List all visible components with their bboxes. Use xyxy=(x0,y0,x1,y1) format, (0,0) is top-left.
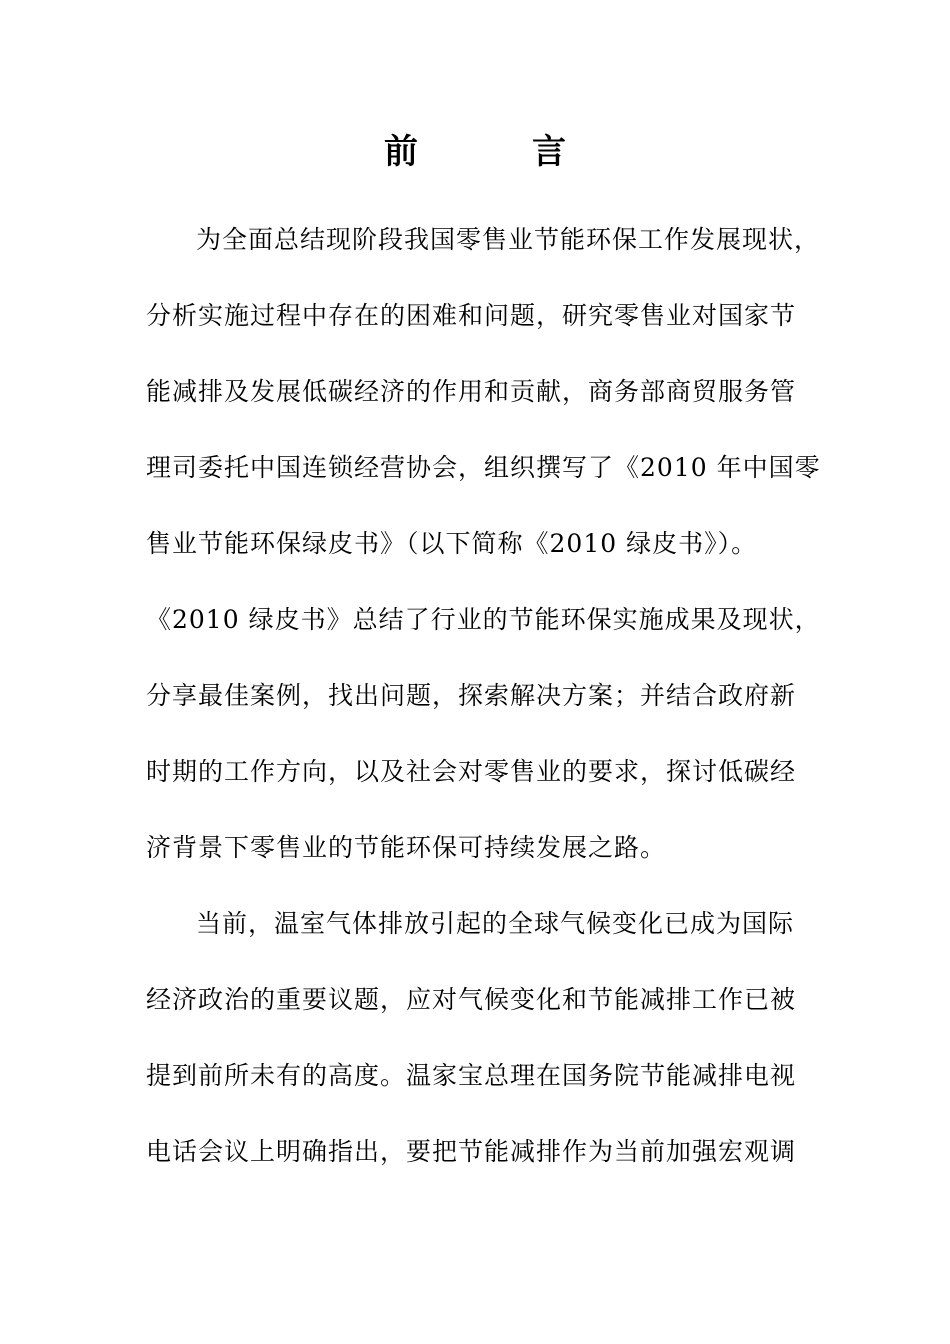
paragraph-2-line-3: 提到前所未有的高度。温家宝总理在国务院节能减排电视 xyxy=(146,1061,797,1090)
paragraph-1-line-8: 时期的工作方向，以及社会对零售业的要求，探讨低碳经 xyxy=(146,757,797,786)
paragraph-1-line-2: 分析实施过程中存在的困难和问题，研究零售业对国家节 xyxy=(146,301,797,330)
title-spacer xyxy=(420,128,530,176)
paragraph-2-line-1: 当前，温室气体排放引起的全球气候变化已成为国际 xyxy=(196,909,795,938)
title-char-1: 前 xyxy=(384,132,418,172)
paragraph-1-line-3: 能减排及发展低碳经济的作用和贡献，商务部商贸服务管 xyxy=(146,377,797,406)
paragraph-1-line-7: 分享最佳案例，找出问题，探索解决方案；并结合政府新 xyxy=(146,681,797,710)
title-char-2: 言 xyxy=(532,132,566,172)
paragraph-1-line-9: 济背景下零售业的节能环保可持续发展之路。 xyxy=(146,833,667,862)
paragraph-1-line-1: 为全面总结现阶段我国零售业节能环保工作发展现状， xyxy=(196,225,821,254)
body-text xyxy=(146,218,846,1206)
page-title xyxy=(0,128,950,176)
paragraph-1-line-5: 售业节能环保绿皮书》（以下简称《2010 绿皮书》）。 xyxy=(146,529,758,558)
paragraph-2-line-4: 电话会议上明确指出，要把节能减排作为当前加强宏观调 xyxy=(146,1137,797,1166)
paragraph-1-line-6: 《2010 绿皮书》总结了行业的节能环保实施成果及现状， xyxy=(146,605,821,634)
paragraph-2-line-2: 经济政治的重要议题，应对气候变化和节能减排工作已被 xyxy=(146,985,797,1014)
paragraph-1-line-4: 理司委托中国连锁经营协会，组织撰写了《2010 年中国零 xyxy=(146,453,821,482)
